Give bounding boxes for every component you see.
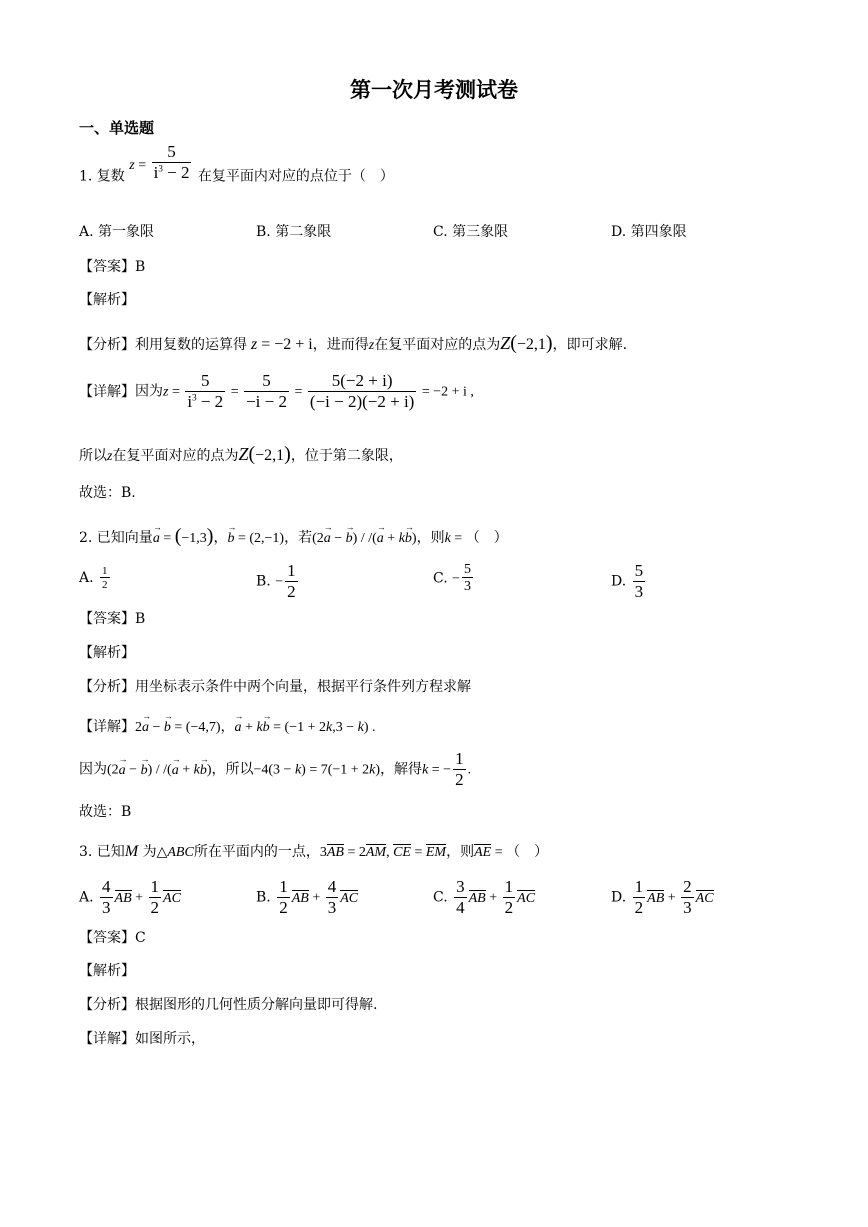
q2-analysis-label: 【解析】 bbox=[79, 645, 135, 661]
q1-after: 在复平面内对应的点位于（ ） bbox=[197, 168, 394, 185]
q3-answer: 【答案】C bbox=[79, 930, 146, 946]
q2-fenxi: 【分析】用坐标表示条件中两个向量，根据平行条件列方程求解 bbox=[79, 679, 471, 695]
q1-stem: 1. 复数 z = $\frac{5}{i^3 - 2}$ 在复平面内对应的点位于（ ） bbox=[79, 142, 394, 185]
q2-answer: 【答案】B bbox=[79, 611, 146, 627]
q1-option-d: D. 第四象限 bbox=[611, 224, 687, 240]
q1-option-b: B. 第二象限 bbox=[256, 224, 332, 240]
q1-choose: 故选：B. bbox=[79, 485, 136, 501]
q1-fraction: $\frac{5}{i^3 - 2}$ bbox=[153, 142, 190, 182]
q3-detail: 【详解】如图所示， bbox=[79, 1031, 205, 1047]
q1-fenxi: 【分析】利用复数的运算得 z = −2 + i，进而得z在复平面对应的点为Z(−2,1)，即可求解. bbox=[79, 332, 628, 354]
q2-stem: 2. 已知向量→ a = (−1,3)，→ b = (2,−1)，若(2→ a − → b) / /(→ a + k→ b)，则k = （ ） bbox=[79, 526, 508, 546]
q1-option-c: C. 第三象限 bbox=[433, 224, 509, 240]
q3-analysis-label: 【解析】 bbox=[79, 963, 135, 979]
q1-analysis-label: 【解析】 bbox=[79, 292, 135, 308]
q2-option-c: C. − $\frac{5}{3}$ bbox=[433, 562, 472, 595]
q3-option-b: B. $\frac{1}{2}$ AB + $\frac{4}{3}$ AC bbox=[256, 877, 359, 917]
q2-detail: 【详解】2→ a − → b = (−4,7)，→ a + k→ b = (−1 + 2k,3 − k) . bbox=[79, 720, 376, 735]
q1-option-a: A. 第一象限 bbox=[79, 224, 155, 240]
q2-conclusion: 因为(2→ a − → b) / /(→ a + k→ b)，所以−4(3 − k) = 7(−1 + 2k)，解得k = − $\frac{1}{2}$ . bbox=[79, 750, 471, 789]
q3-stem: 3. 已知M 为△ABC所在平面内的一点，3AB = 2AM, CE = EM，则AE = （ ） bbox=[79, 843, 549, 860]
page-title: 第一次月考测试卷 bbox=[350, 77, 518, 102]
q3-option-a: A. $\frac{4}{3}$ AB + $\frac{1}{2}$ AC bbox=[79, 877, 181, 917]
q2-option-d: D. $\frac{5}{3}$ bbox=[611, 561, 644, 601]
q1-number: 1. 复数 bbox=[79, 168, 125, 185]
q1-conclusion: 所以z在复平面对应的点为Z(−2,1)，位于第二象限， bbox=[79, 443, 403, 465]
section-heading: 一、单选题 bbox=[79, 119, 155, 137]
q2-option-a: A. $\frac{1}{2}$ bbox=[79, 565, 108, 592]
q2-choose: 故选：B bbox=[79, 804, 132, 820]
q2-option-b: B. − $\frac{1}{2}$ bbox=[256, 561, 296, 601]
q1-answer: 【答案】B bbox=[79, 259, 146, 275]
q1-detail: 【详解】因为z = $\frac{5}{i^3 - 2}$ = $\frac{5}{-i - 2}$ = $\frac{5(-2 + i)}{(-i - 2)(-2 + i)}$ = −2 + i , bbox=[79, 371, 474, 411]
q3-option-c: C. $\frac{3}{4}$ AB + $\frac{1}{2}$ AC bbox=[433, 877, 536, 917]
q1-math-z: z bbox=[129, 157, 135, 173]
q3-fenxi: 【分析】根据图形的几何性质分解向量即可得解. bbox=[79, 997, 378, 1013]
q3-option-d: D. $\frac{1}{2}$ AB + $\frac{2}{3}$ AC bbox=[611, 877, 714, 917]
